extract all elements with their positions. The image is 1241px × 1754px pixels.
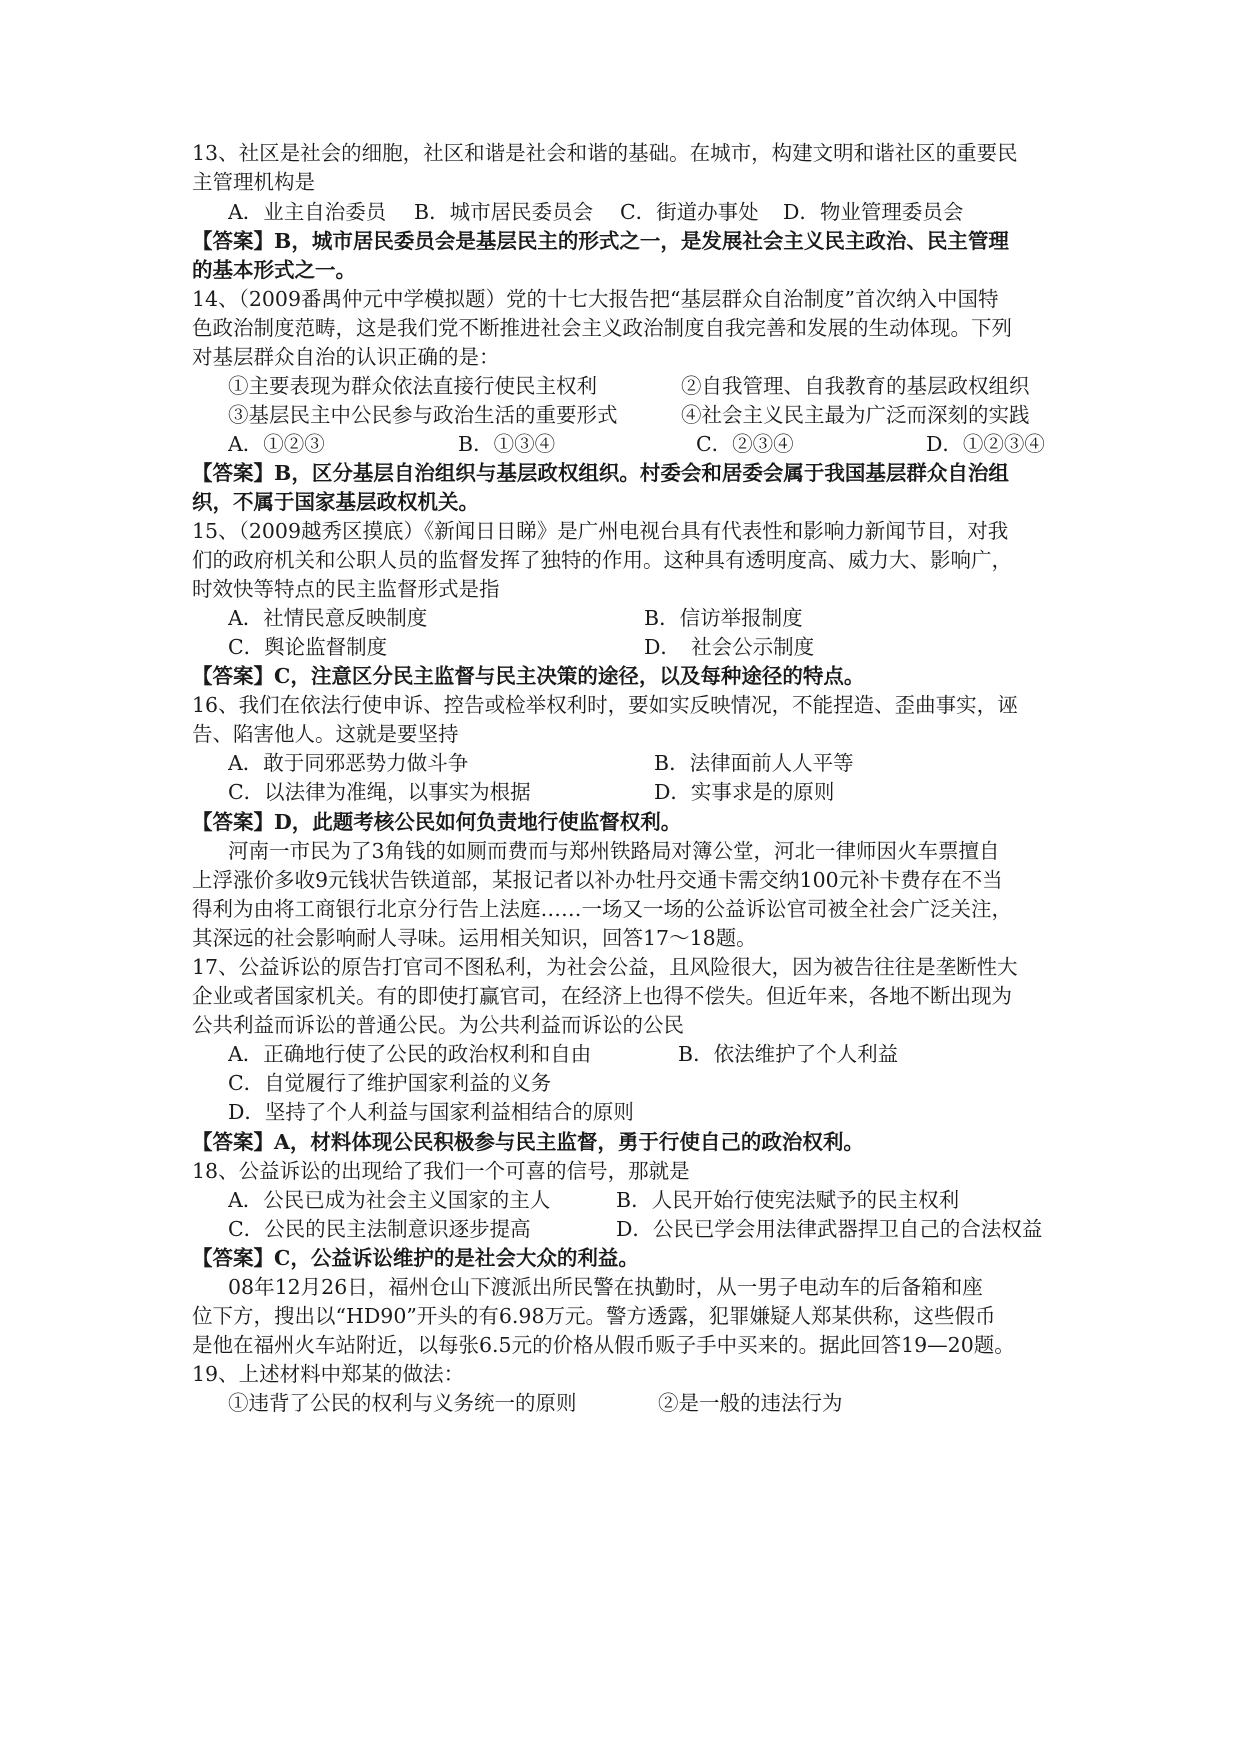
q14-option-a: A．①②③ [228,432,325,456]
q13-option-d: D．物业管理委员会 [783,200,964,224]
q19-item-2: ②是一般的违法行为 [658,1391,843,1415]
q15-option-b: B．信访举报制度 [644,606,803,630]
q18-option-d: D．公民已学会用法律武器捍卫自己的合法权益 [616,1217,1043,1241]
q13-option-b: B．城市居民委员会 [414,200,594,224]
q16-options-row-1 [228,747,1118,779]
q13-option-c: C．街道办事处 [620,200,759,224]
q14-item-2: ②自我管理、自我教育的基层政权组织 [681,374,1030,398]
q19-items-row-1 [228,1387,1118,1419]
q15-options-row-1 [228,602,1118,634]
q13-answer-line-2: 的基本形式之一。 [192,258,356,282]
q18-option-b: B．人民开始行使宪法赋予的民主权利 [616,1188,960,1212]
q17-answer: 【答案】A，材料体现公民积极参与民主监督，勇于行使自己的政治权利。 [192,1130,864,1154]
q16-option-c: C．以法律为准绳，以事实为根据 [228,780,531,804]
q18-answer: 【答案】C，公益诉讼维护的是社会大众的利益。 [192,1246,639,1270]
q13-answer-line-1: 【答案】B，城市居民委员会是基层民主的形式之一，是发展社会主义民主政治、民主管理 [192,229,1009,253]
q14-items-row-1 [228,370,1118,402]
material1-line-4: 其深远的社会影响耐人寻味。运用相关知识，回答17～18题。 [192,926,757,950]
q14-item-4: ④社会主义民主最为广泛而深刻的实践 [681,403,1030,427]
q18-option-c: C．公民的民主法制意识逐步提高 [228,1217,531,1241]
q16-option-d: D．实事求是的原则 [654,780,835,804]
q15-stem-line-2: 们的政府机关和公职人员的监督发挥了独特的作用。这种具有透明度高、威力大、影响广， [192,548,1012,572]
q18-stem: 18、公益诉讼的出现给了我们一个可喜的信号，那就是 [192,1159,690,1183]
q13-option-a: A．业主自治委员 [228,200,387,224]
q19-item-1: ①违背了公民的权利与义务统一的原则 [228,1391,577,1415]
q13-options [228,196,1118,228]
q14-option-d: D．①②③④ [926,432,1045,456]
q16-option-a: A．敢于同邪恶势力做斗争 [228,751,469,775]
q14-options [228,428,1118,460]
q17-options-row-1 [228,1038,1118,1070]
q18-options-row-2 [228,1213,1118,1245]
q17-option-c: C．自觉履行了维护国家利益的义务 [228,1071,552,1095]
q17-stem-line-2: 企业或者国家机关。有的即使打赢官司，在经济上也得不偿失。但近年来，各地不断出现为 [192,984,1012,1008]
q16-stem-line-2: 告、陷害他人。这就是要坚持 [192,722,459,746]
q17-stem-line-3: 公共利益而诉讼的普通公民。为公共利益而诉讼的公民 [192,1013,684,1037]
material1-line-3: 得利为由将工商银行北京分行告上法庭……一场又一场的公益诉讼官司被全社会广泛关注， [192,897,1012,921]
q13-stem-line-1: 13、社区是社会的细胞，社区和谐是社会和谐的基础。在城市，构建文明和谐社区的重要民 [192,141,1018,165]
q14-answer-line-1: 【答案】B，区分基层自治组织与基层政权组织。村委会和居委会属于我国基层群众自治组 [192,461,1009,485]
q14-answer-line-2: 织，不属于国家基层政权机关。 [192,490,479,514]
material2-line-1: 08年12月26日，福州仓山下渡派出所民警在执勤时，从一男子电动车的后备箱和座 [228,1275,983,1299]
material1-line-2: 上浮涨价多收9元钱状告铁道部，某报记者以补办牡丹交通卡需交纳100元补卡费存在不当 [192,868,1003,892]
q14-item-3: ③基层民主中公民参与政治生活的重要形式 [228,403,618,427]
q15-option-d: D． 社会公示制度 [644,635,815,659]
q14-stem-line-3: 对基层群众自治的认识正确的是： [192,345,500,369]
q17-option-a: A．正确地行使了公民的政治权利和自由 [228,1042,592,1066]
q17-option-d: D．坚持了个人利益与国家利益相结合的原则 [228,1100,634,1124]
q15-option-c: C．舆论监督制度 [228,635,388,659]
q15-options-row-2 [228,631,1118,663]
q14-stem-line-1: 14、（2009番禺仲元中学模拟题）党的十七大报告把“基层群众自治制度”首次纳入中国特 [192,287,999,311]
q16-stem-line-1: 16、我们在依法行使申诉、控告或检举权利时，要如实反映情况，不能捏造、歪曲事实，诬 [192,693,1018,717]
q14-option-b: B．①③④ [458,432,556,456]
q14-option-c: C．②③④ [696,432,794,456]
q17-option-b: B．依法维护了个人利益 [678,1042,899,1066]
q15-stem-line-3: 时效快等特点的民主监督形式是指 [192,577,500,601]
q15-option-a: A．社情民意反映制度 [228,606,428,630]
material1-line-1: 河南一市民为了3角钱的如厕而费而与郑州铁路局对簿公堂，河北一律师因火车票擅自 [228,839,1000,863]
q18-options-row-1 [228,1184,1118,1216]
q16-option-b: B．法律面前人人平等 [654,751,854,775]
q14-items-row-2 [228,399,1118,431]
q16-options-row-2 [228,776,1118,808]
material2-line-2: 位下方，搜出以“HD90”开头的有6.98万元。警方透露，犯罪嫌疑人郑某供称，这些假币 [192,1304,996,1328]
material2-line-3: 是他在福州火车站附近，以每张6.5元的价格从假币贩子手中买来的。据此回答19—20题。 [192,1333,1015,1357]
q16-answer: 【答案】D，此题考核公民如何负责地行使监督权利。 [192,810,682,834]
q13-stem-line-2: 主管理机构是 [192,170,315,194]
q17-stem-line-1: 17、公益诉讼的原告打官司不图私利，为社会公益，且风险很大，因为被告往往是垄断性大 [192,955,1018,979]
q15-stem-line-1: 15、（2009越秀区摸底）《新闻日日睇》是广州电视台具有代表性和影响力新闻节目，对我 [192,519,1009,543]
q14-item-1: ①主要表现为群众依法直接行使民主权利 [228,374,597,398]
q19-stem: 19、上述材料中郑某的做法： [192,1362,465,1386]
q14-stem-line-2: 色政治制度范畴，这是我们党不断推进社会主义政治制度自我完善和发展的生动体现。下列 [192,316,1012,340]
q15-answer: 【答案】C，注意区分民主监督与民主决策的途径，以及每种途径的特点。 [192,664,865,688]
q18-option-a: A．公民已成为社会主义国家的主人 [228,1188,551,1212]
